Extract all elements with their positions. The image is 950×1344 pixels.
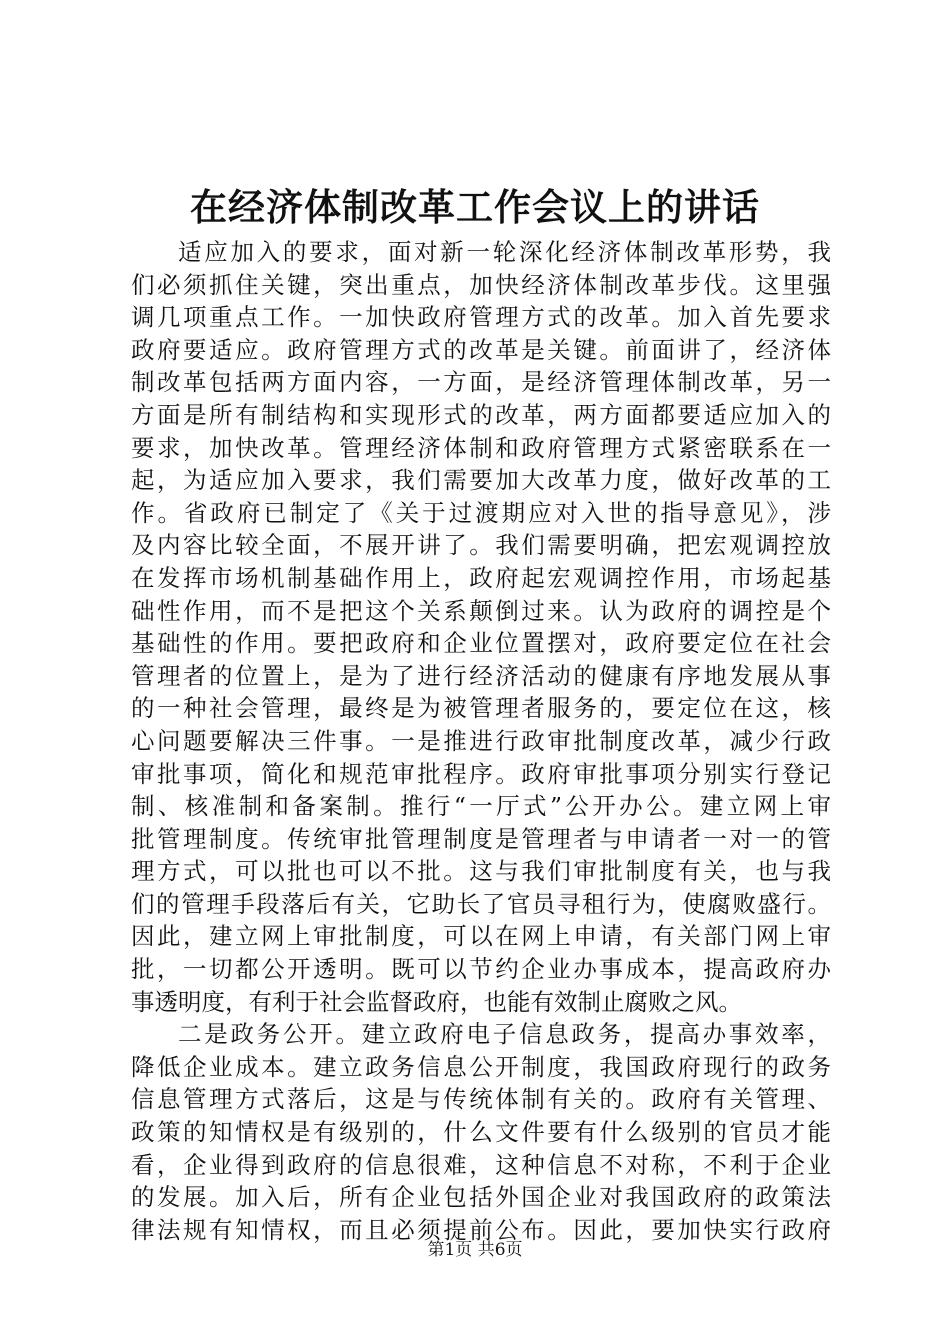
text-line: 起，为适应加入要求，我们需要加大改革力度，做好改革的工: [131, 466, 831, 495]
text-line: 心问题要解决三件事。一是推进行政审批制度改革，减少行政: [131, 726, 831, 755]
text-line: 理方式，可以批也可以不批。这与我们审批制度有关，也与我: [131, 857, 831, 886]
document-title: 在经济体制改革工作会议上的讲话: [190, 186, 760, 229]
text-line: 要求，加快改革。管理经济体制和政府管理方式紧密联系在一: [131, 433, 831, 462]
paragraph-1: [131, 236, 831, 1018]
text-line: 批，一切都公开透明。既可以节约企业办事成本，提高政府办: [131, 955, 831, 984]
text-line: 基础性的作用。要把政府和企业位置摆对，政府要定位在社会: [131, 629, 831, 658]
text-line: 调几项重点工作。一加快政府管理方式的改革。加入首先要求: [131, 303, 831, 332]
text-line: 的一种社会管理，最终是为被管理者服务的，要定位在这，核: [131, 694, 831, 723]
document-body: [131, 236, 831, 1246]
text-line: 律法规有知情权，而且必须提前公布。因此，要加快实行政府: [131, 1215, 831, 1244]
text-line: 制、核准制和备案制。推行“一厅式”公开办公。建立网上审: [131, 792, 831, 821]
text-line: 础性作用，而不是把这个关系颠倒过来。认为政府的调控是个: [131, 596, 831, 625]
text-line: 适应加入的要求，面对新一轮深化经济体制改革形势，我: [178, 238, 831, 266]
text-line: 们的管理手段落后有关，它助长了官员寻租行为，使腐败盛行。: [131, 889, 831, 918]
text-line: 及内容比较全面，不展开讲了。我们需要明确，把宏观调控放: [131, 531, 831, 560]
text-line: 看，企业得到政府的信息很难，这种信息不对称，不利于企业: [131, 1150, 831, 1179]
text-line: 作。省政府已制定了《关于过渡期应对入世的指导意见》，涉: [131, 498, 831, 527]
text-line: 降低企业成本。建立政务信息公开制度，我国政府现行的政务: [131, 1052, 831, 1081]
text-line: 信息管理方式落后，这是与传统体制有关的。政府有关管理、: [131, 1085, 831, 1114]
text-line: 管理者的位置上，是为了进行经济活动的健康有序地发展从事: [131, 661, 831, 690]
text-line: 们必须抓住关键，突出重点，加快经济体制改革步伐。这里强: [131, 270, 831, 299]
text-line: 批管理制度。传统审批管理制度是管理者与申请者一对一的管: [131, 824, 831, 853]
text-line: 在发挥市场机制基础作用上，政府起宏观调控作用，市场起基: [131, 563, 831, 592]
text-line: 政策的知情权是有级别的，什么文件要有什么级别的官员才能: [131, 1118, 831, 1147]
text-line: 因此，建立网上审批制度，可以在网上申请，有关部门网上审: [131, 922, 831, 951]
text-line: 方面是所有制结构和实现形式的改革，两方面都要适应加入的: [131, 400, 831, 429]
text-line: 事透明度，有利于社会监督政府，也能有效制止腐败之风。: [131, 987, 742, 1016]
text-line: 二是政务公开。建立政府电子信息政务，提高办事效率，: [178, 1020, 831, 1049]
text-line: 审批事项，简化和规范审批程序。政府审批事项分别实行登记: [131, 759, 831, 788]
paragraph-2: [131, 1018, 831, 1246]
text-line: 的发展。加入后，所有企业包括外国企业对我国政府的政策法: [131, 1183, 831, 1212]
text-line: 制改革包括两方面内容，一方面，是经济管理体制改革，另一: [131, 368, 831, 397]
page-footer: 第1页 共6页: [427, 1240, 523, 1260]
text-line: 政府要适应。政府管理方式的改革是关键。前面讲了，经济体: [131, 335, 831, 364]
